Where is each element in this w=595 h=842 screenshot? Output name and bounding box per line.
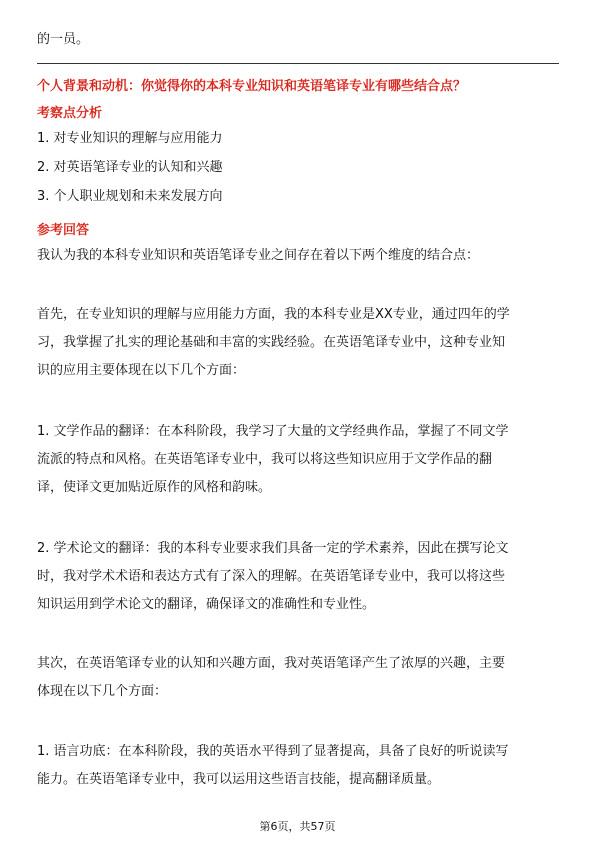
- analysis-point-2: 2. 对英语笔译专业的认知和兴趣: [37, 160, 223, 175]
- analysis-point-1: 1. 对专业知识的理解与应用能力: [37, 131, 223, 146]
- paragraph-line: 知识运用到学术论文的翻译，确保译文的准确性和专业性。: [37, 597, 376, 612]
- paragraph-line: 识的应用主要体现在以下几个方面：: [37, 363, 246, 378]
- paragraph-line: 体现在以下几个方面：: [37, 684, 168, 699]
- paragraph-line: 的一员。: [37, 32, 90, 47]
- answer-heading: 参考回答: [37, 223, 90, 238]
- paragraph-line: 时，我对学术术语和表达方式有了深入的理解。在英语笔译专业中，我可以将这些: [37, 569, 506, 584]
- paragraph-line: 2. 学术论文的翻译：我的本科专业要求我们具备一定的学术素养，因此在撰写论文: [37, 541, 509, 556]
- paragraph-line: 能力。在英语笔译专业中，我可以运用这些语言技能，提高翻译质量。: [37, 772, 441, 787]
- analysis-heading: 考察点分析: [37, 106, 103, 121]
- page-number-footer: 第6页，共57页: [259, 820, 336, 833]
- paragraph-line: 1. 文学作品的翻译：在本科阶段，我学习了大量的文学经典作品，掌握了不同文学: [37, 424, 509, 439]
- question-title: 个人背景和动机：你觉得你的本科专业知识和英语笔译专业有哪些结合点？: [37, 79, 467, 94]
- paragraph-line: 其次，在英语笔译专业的认知和兴趣方面，我对英语笔译产生了浓厚的兴趣，主要: [37, 656, 506, 671]
- paragraph-line: 习，我掌握了扎实的理论基础和丰富的实践经验。在英语笔译专业中，这种专业知: [37, 335, 506, 350]
- paragraph-line: 首先，在专业知识的理解与应用能力方面，我的本科专业是XX专业，通过四年的学: [37, 307, 510, 322]
- analysis-point-3: 3. 个人职业规划和未来发展方向: [37, 189, 223, 204]
- section-divider: [37, 63, 559, 64]
- paragraph-line: 译，使译文更加贴近原作的风格和韵味。: [37, 480, 272, 495]
- paragraph-line: 流派的特点和风格。在英语笔译专业中，我可以将这些知识应用于文学作品的翻: [37, 452, 493, 467]
- paragraph-line: 1. 语言功底：在本科阶段，我的英语水平得到了显著提高，具备了良好的听说读写: [37, 744, 509, 759]
- answer-intro: 我认为我的本科专业知识和英语笔译专业之间存在着以下两个维度的结合点：: [37, 248, 480, 263]
